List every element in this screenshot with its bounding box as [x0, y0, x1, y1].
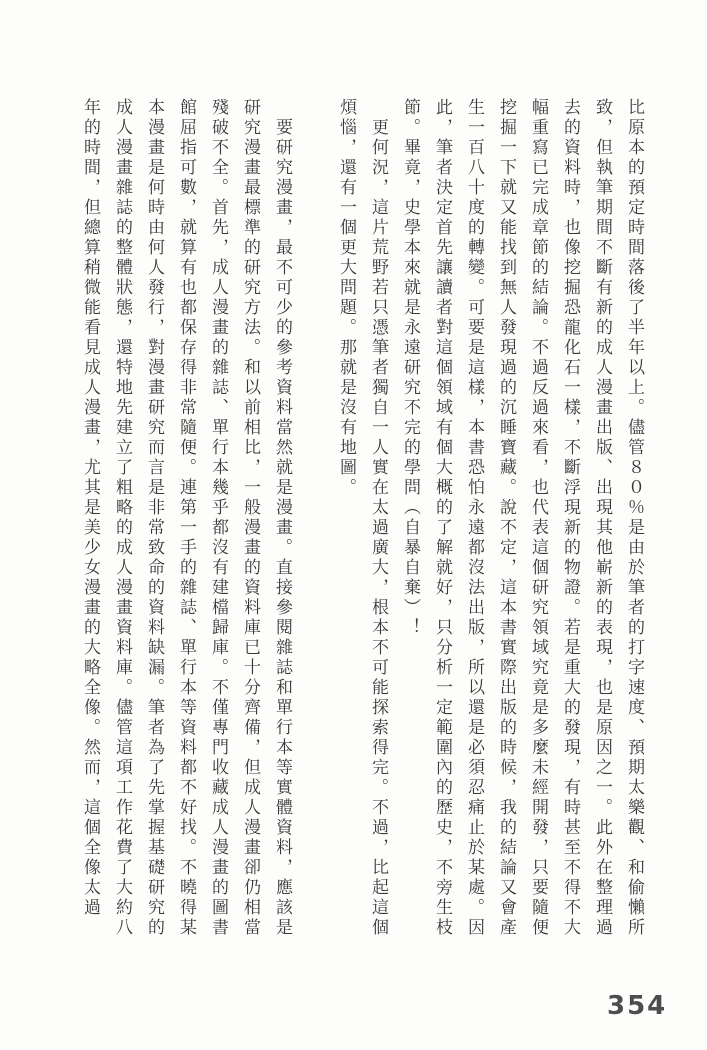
- page-number: 354: [607, 991, 668, 1021]
- vertical-text-block: [74, 98, 650, 938]
- paragraph: 要研究漫畫，最不可少的參考資料當然就是漫畫。直接參閱雜誌和單行本等實體資料，應該是研究漫畫最標準的研究方法。和以前相比，一般漫畫的資料庫已十分齊備，但成人漫畫卻仍相當殘破不全。首先，成人漫畫的雜誌、單行本幾乎都沒有建檔歸庫。不僅專門收藏成人漫畫的圖書館屈指可數，就算有也都保存得非常隨便。連第一手的雜誌、單行本等資料都不好找。不曉得某本漫畫是何時由何人發行，對漫畫研究而言是非常致命的資料缺漏。筆者為了先掌握基礎研究的成人漫畫雜誌的整體狀態，還特地先建立了粗略的成人漫畫資料庫。儘管這項工作花費了大約八年的時間，但總算稍微能看見成人漫畫，尤其是美少女漫畫的大略全像。然而，這個全像太過: [80, 98, 292, 938]
- paragraph-continuation: 比原本的預定時間落後了半年以上。儘管８０％是由於筆者的打字速度、預期太樂觀、和偷懶所致，但執筆期間不斷有新的成人漫畫出版、出現其他嶄新的表現，也是原因之一。此外在整理過去的資料時，也像挖掘恐龍化石一樣，不斷浮現新的物證。若是重大的發現，有時甚至不得不大幅重寫已完成章節的結論。不過反過來看，也代表這個研究領域究竟是多麼未經開發，只要隨便挖掘一下就又能找到無人發現過的沉睡寶藏。說不定，這本書實際出版的時候，我的結論又會產生一百八十度的轉變。可要是這樣，本書恐怕永遠都沒法出版，所以還是必須忍痛止於某處。因此，筆者決定首先讓讀者對這個領域有個大概的了解就好，只分析一定範圍內的歷史，不旁生枝節。畢竟，史學本來就是永遠研究不完的學問（自暴自棄）！: [400, 98, 644, 938]
- paragraph: 更何況，這片荒野若只憑筆者獨自一人實在太過廣大，根本不可能探索得完。不過，比起這個煩惱，還有一個更大問題。那就是沒有地圖。: [336, 98, 388, 938]
